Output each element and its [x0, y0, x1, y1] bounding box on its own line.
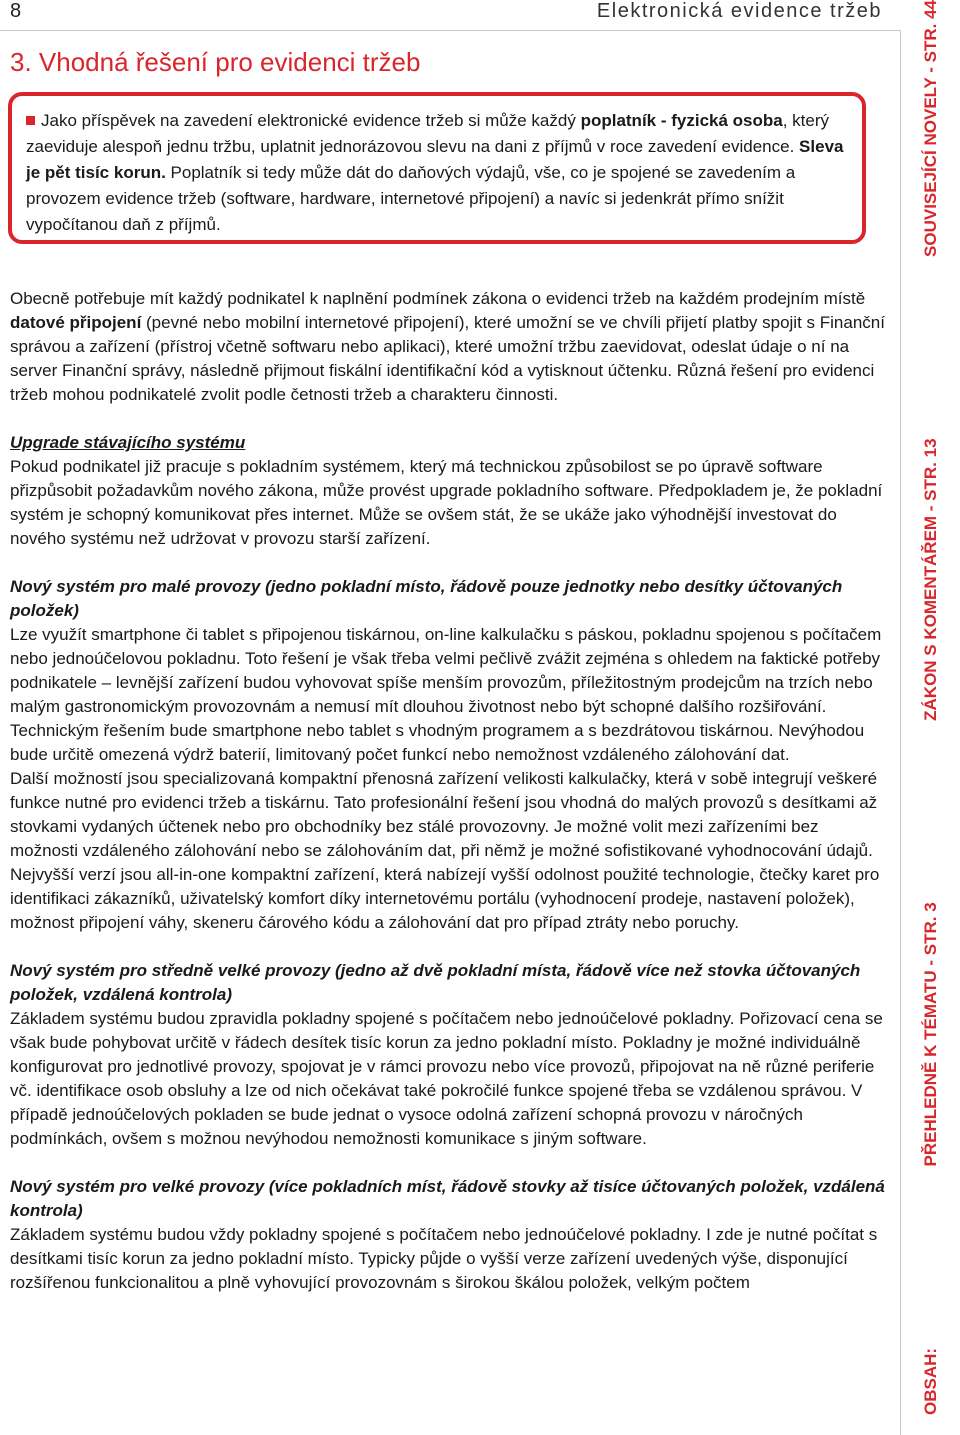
callout-emphasis: Sleva je pět tisíc korun.	[26, 137, 844, 182]
section-heading: Upgrade stávajícího systému	[10, 433, 246, 452]
side-index	[905, 0, 957, 1435]
intro-paragraph	[10, 287, 888, 407]
section-paragraph: Lze využít smartphone či tablet s připojenou tiskárnou, on-line kalkulačku s páskou, pokladnu spojenou s počítačem nebo jednoúčelovou pokladnu. Toto řešení je však třeba velmi pečlivě zvážit zejména s ohledem na faktické potřeby podnikatele – levnější zařízení budou vyhovovat spíše menším provozům, příležitostným prodejcům na trzích nebo malým gastronomickým provozovnám a nemusí mít dlouhou životnost nebo být schopné dalšího rozšiřování. Technickým řešením bude smartphone nebo tablet s vhodným programem a s bezdrátovou tiskárnou. Nevýhodou bude určitě omezená výdrž baterií, limitovaný počet funkcí nebo nemožnost vzdáleného zálohování dat.	[10, 625, 882, 764]
chapter-title: 3. Vhodná řešení pro evidenci tržeb	[10, 47, 421, 77]
section-paragraph: Další možností jsou specializovaná kompaktní přenosná zařízení velikosti kalkulačky, která v sobě integrují veškeré funkce nutné pro evidenci tržeb a tiskárnu. Tato profesionální řešení jsou vhodná do malých provozů s desítkami až stovkami vydaných účtenek nebo pro obchodníky bez stálé provozovny. Je možné volit mezi zařízeními bez možnosti vzdáleného zálohování nebo se zálohováním dat, při němž je možné sofistikované vyhodnocování údajů. Nejvyšší verzí jsou all-in-one kompaktní zařízení, která nabízejí vyšší odolnost použité technologie, čtečky karet pro identifikaci zákazníků, uživatelský komfort díky internetovému portálu (vyhodnocení prodeje, nastavení položek), možnost připojení váhy, skeneru čárového kódu a zálohování dat pro případ ztráty nebo poruchy.	[10, 769, 880, 932]
header-divider	[0, 30, 900, 31]
intro-text: Obecně potřebuje mít každý podnikatel k naplnění podmínek zákona o evidenci tržeb na každém prodejním místě	[10, 289, 866, 308]
intro-text: (pevné nebo mobilní internetové připojení), které umožní se ve chvíli přijetí platby spojit s Finanční správou a zařízení (přístroj včetně softwaru nebo aplikaci), které umožní tržbu zaevidovat, odeslat údaje o ní na server Finanční správy, následně přijmout fiskální identifikační kód a vytisknout účtenku. Různá řešení pro evidenci tržeb mohou podnikatelé zvolit podle četnosti tržeb a charakteru činnosti.	[10, 313, 885, 404]
side-index-item[interactable]: PŘEHLEDNĚ K TÉMATU - STR. 3	[921, 902, 940, 1167]
callout-box	[8, 92, 866, 244]
intro-emphasis: datové připojení	[10, 313, 142, 332]
page-number: 8	[10, 0, 22, 22]
article-body	[10, 287, 888, 1295]
sidebar-divider	[900, 30, 901, 1435]
section-paragraph: Pokud podnikatel již pracuje s pokladním systémem, který má technickou způsobilost se po úpravě software přizpůsobit požadavkům nového zákona, může provést upgrade pokladního software. Předpokladem je, že pokladní systém je schopný komunikovat přes internet. Může se ovšem stát, že se ukáže jako výhodnější investovat do nového systému než udržovat v provozu starší zařízení.	[10, 457, 883, 548]
callout-text: Jako příspěvek na zavedení elektronické evidence tržeb si může každý	[41, 111, 581, 130]
callout-text: Poplatník si tedy může dát do daňových výdajů, vše, co je spojené se zavedením a provozem evidence tržeb (software, hardware, internetové připojení) a navíc si jedenkrát přímo snížit vypočítanou daň z příjmů.	[26, 163, 796, 234]
running-title: Elektronická evidence tržeb	[596, 0, 882, 22]
section-paragraph: Základem systému budou zpravidla pokladny spojené s počítačem nebo jednoúčelové pokladny. Pořizovací cena se však bude pohybovat určitě v řádech desítek tisíc korun za jedno pokladní místo. Pokladny je možné individuálně konfigurovat pro jednotlivé provozy, spojovat je v rámci provozu nebo více provozů, připojovat na ně různé periferie vč. identifikace osob obsluhy a lze od nich očekávat také pokročilé funkce spojené třeba se vzdálenou správou. V případě jednoúčelových pokladen se bude jednat o vysoce odolná zařízení schopná provozu v náročných podmínkách, ovšem s možnou nevýhodou nemožnosti komunikace s jiným software.	[10, 1009, 883, 1148]
side-index-label: OBSAH:	[921, 1347, 940, 1415]
side-index-item[interactable]: SOUVISEJÍCÍ NOVELY - STR. 44	[921, 0, 940, 257]
side-index-item[interactable]: ZÁKON S KOMENTÁŘEM - STR. 13	[921, 438, 940, 721]
square-bullet-icon	[26, 116, 35, 125]
callout-emphasis: poplatník - fyzická osoba	[580, 111, 783, 130]
callout-text: , který zaeviduje alespoň jednu tržbu, uplatnit jednorázovou slevu na dani z příjmů v roce zavedení evidence.	[26, 111, 830, 156]
section-heading: Nový systém pro velké provozy (více pokladních míst, řádově stovky až tisíce účtovaných položek, vzdálená kontrola)	[10, 1177, 885, 1220]
section-heading: Nový systém pro středně velké provozy (jedno až dvě pokladní místa, řádově více než stovka účtovaných položek, vzdálená kontrola)	[10, 961, 861, 1004]
section-paragraph: Základem systému budou vždy pokladny spojené s počítačem nebo jednoúčelové pokladny. I zde je nutné počítat s desítkami tisíc korun za jedno pokladní místo. Typicky půjde o vyšší verze zařízení uvedených výše, disponující rozšířenou funkcionalitou a plně vyhovující provozovnám s širokou škálou položek, velkým počtem	[10, 1225, 878, 1292]
section-heading: Nový systém pro malé provozy (jedno pokladní místo, řádově pouze jednotky nebo desítky účtovaných položek)	[10, 577, 843, 620]
